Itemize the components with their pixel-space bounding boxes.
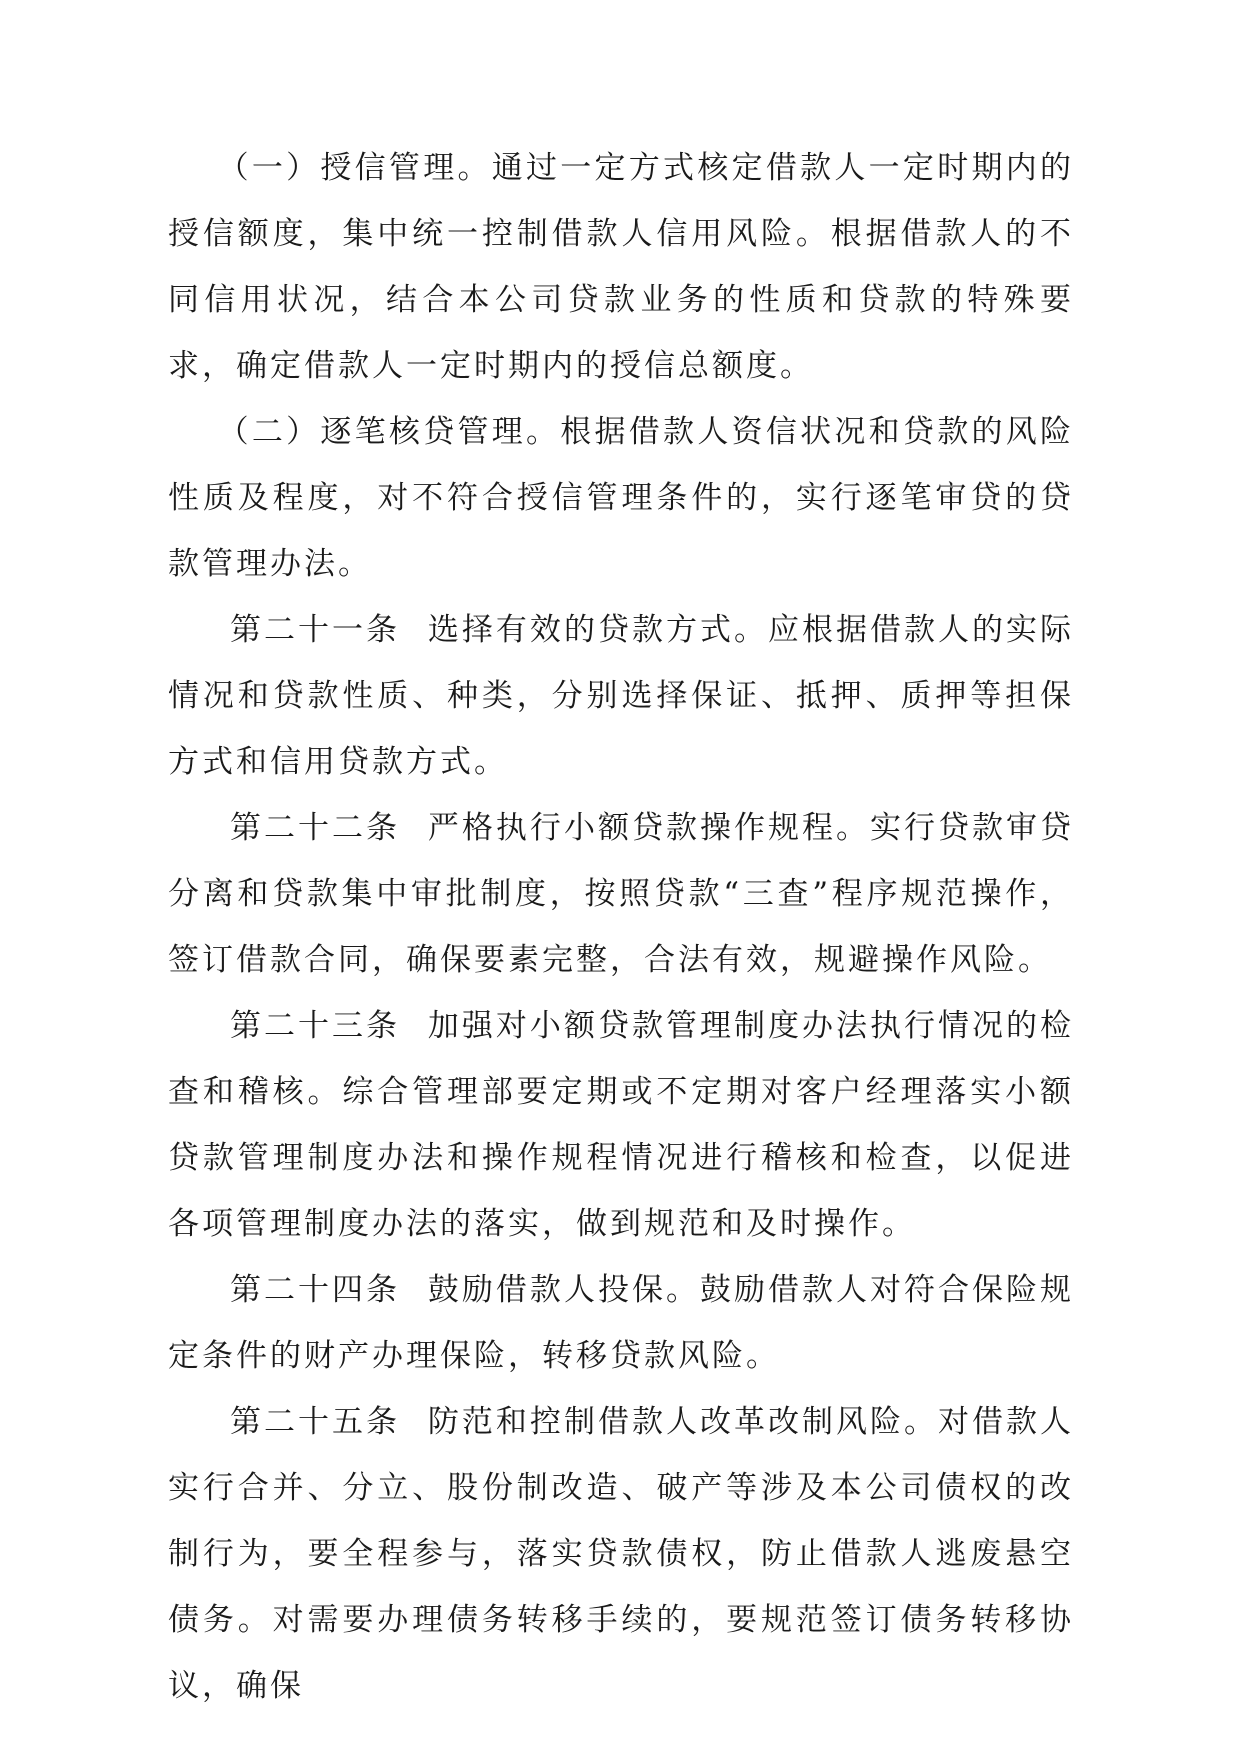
article-text: 选择有效的贷款方式。应根据借款人的实际情况和贷款性质、种类，分别选择保证、抵押、质押等担保方式和信用贷款方式。: [168, 612, 1075, 780]
article-22: [168, 795, 1074, 993]
article-23: [168, 993, 1074, 1257]
article-number: 第二十四条: [230, 1272, 401, 1308]
document-page: [168, 135, 1074, 1719]
article-21: [168, 597, 1074, 795]
article-text: 鼓励借款人投保。鼓励借款人对符合保险规定条件的财产办理保险，转移贷款风险。: [168, 1272, 1075, 1374]
paragraph-credit-management: [168, 135, 1074, 399]
article-24: [168, 1257, 1074, 1389]
paragraph-text: （一）授信管理。通过一定方式核定借款人一定时期内的授信额度，集中统一控制借款人信用风险。根据借款人的不同信用状况，结合本公司贷款业务的性质和贷款的特殊要求，确定借款人一定时期内的授信总额度。: [168, 150, 1074, 384]
article-number: 第二十五条: [230, 1404, 401, 1440]
article-number: 第二十二条: [230, 810, 401, 846]
article-text: 防范和控制借款人改革改制风险。对借款人实行合并、分立、股份制改造、破产等涉及本公司债权的改制行为，要全程参与，落实贷款债权，防止借款人逃废悬空债务。对需要办理债务转移手续的，要规范签订债务转移协议，确保: [168, 1404, 1075, 1704]
article-text: 严格执行小额贷款操作规程。实行贷款审贷分离和贷款集中审批制度，按照贷款“三查”程序规范操作，签订借款合同，确保要素完整，合法有效，规避操作风险。: [168, 810, 1075, 978]
paragraph-text: （二）逐笔核贷管理。根据借款人资信状况和贷款的风险性质及程度，对不符合授信管理条件的，实行逐笔审贷的贷款管理办法。: [168, 414, 1074, 582]
paragraph-per-loan-management: [168, 399, 1074, 597]
article-text: 加强对小额贷款管理制度办法执行情况的检查和稽核。综合管理部要定期或不定期对客户经理落实小额贷款管理制度办法和操作规程情况进行稽核和检查，以促进各项管理制度办法的落实，做到规范和及时操作。: [168, 1008, 1075, 1242]
article-25: [168, 1389, 1074, 1719]
article-number: 第二十三条: [230, 1008, 401, 1044]
article-number: 第二十一条: [230, 612, 401, 648]
